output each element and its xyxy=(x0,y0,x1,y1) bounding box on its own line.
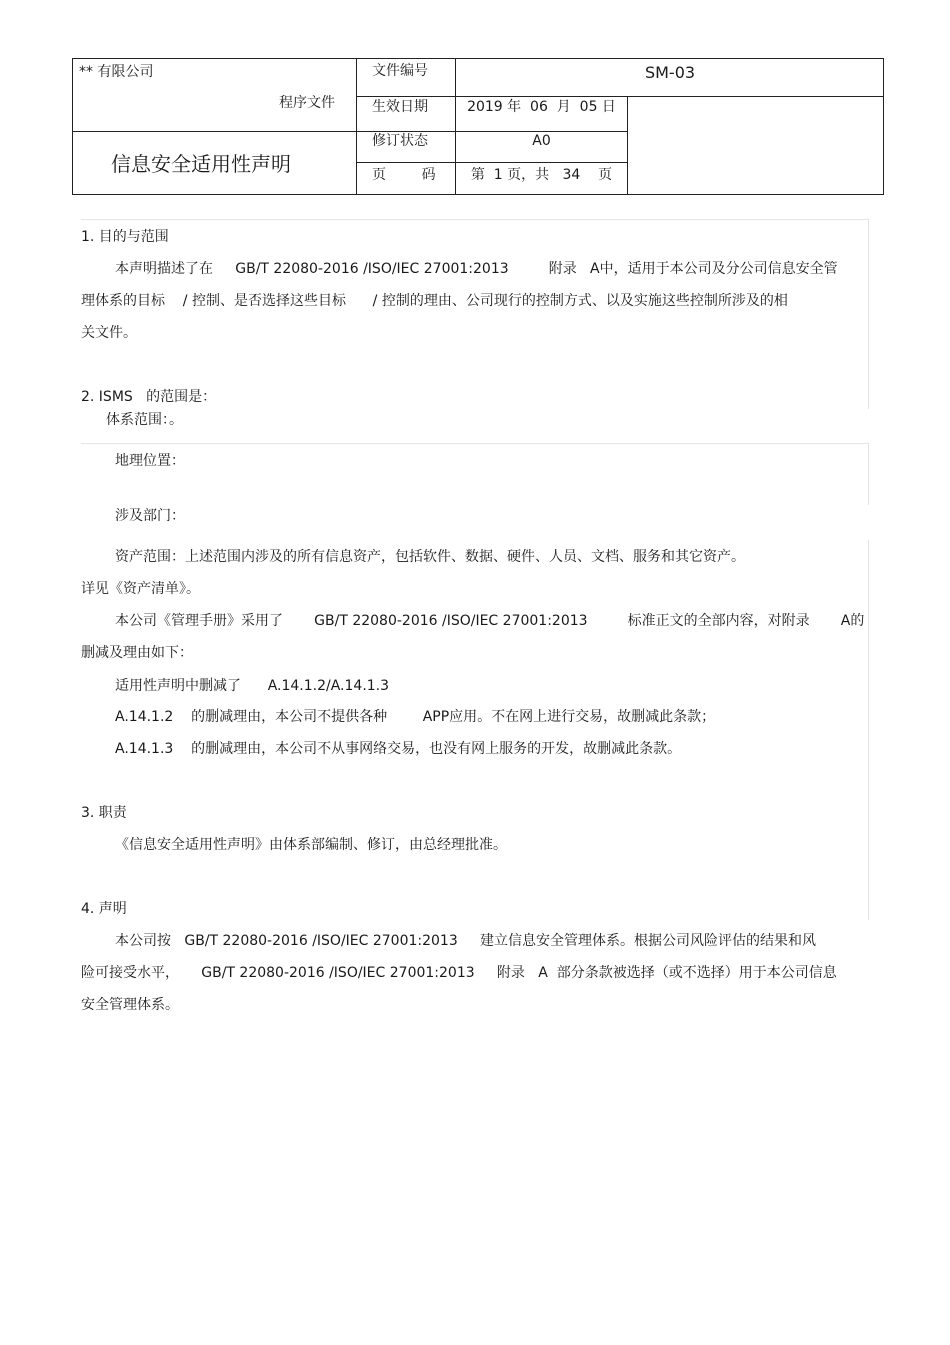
frame-line-right-1 xyxy=(868,219,869,409)
header-divider-h-left xyxy=(73,131,356,132)
frame-line-right-2 xyxy=(868,443,869,505)
exclusion-a-14-1-2: A.14.1.2 的删减理由，本公司不提供各种 APP应用。不在网上进行交易，故删减此条款； xyxy=(115,709,716,725)
header-divider-h3 xyxy=(356,162,627,163)
manual-statement-line-2: 删减及理由如下： xyxy=(81,645,193,661)
doc-no-value: SM-03 xyxy=(644,63,696,82)
exclusion-summary: 适用性声明中删减了 A.14.1.2/A.14.1.3 xyxy=(115,678,390,694)
scope-departments: 涉及部门： xyxy=(115,508,185,524)
revision-value: A0 xyxy=(532,133,551,149)
document-title: 信息安全适用性声明 xyxy=(111,152,291,176)
section-4-heading: 4. 声明 xyxy=(81,901,127,917)
effective-date-label: 生效日期 xyxy=(372,99,428,115)
section-3-heading: 3. 职责 xyxy=(81,805,127,821)
header-divider-h1 xyxy=(356,96,884,97)
effective-date-value: 2019 年 06 月 05 日 xyxy=(467,99,616,115)
section-4-paragraph-line-2: 险可接受水平， GB/T 22080-2016 /ISO/IEC 27001:2013 附录 A 部分条款被选择（或不选择）用于本公司信息 xyxy=(81,965,837,981)
manual-statement-line-1: 本公司《管理手册》采用了 GB/T 22080-2016 /ISO/IEC 27001:2013 标准正文的全部内容，对附录 A的 xyxy=(115,613,865,629)
revision-label: 修订状态 xyxy=(372,133,428,149)
section-2-heading: 2. ISMS 的范围是： xyxy=(81,389,217,405)
scope-geography: 地理位置： xyxy=(115,453,185,469)
scope-assets-line-2: 详见《资产清单》。 xyxy=(81,581,200,597)
header-divider-h2 xyxy=(356,131,627,132)
section-3-paragraph: 《信息安全适用性声明》由体系部编制、修订，由总经理批准。 xyxy=(115,837,507,853)
scope-system: 体系范围：。 xyxy=(106,412,183,428)
frame-line-mid xyxy=(81,443,869,444)
section-1-paragraph-line-1: 本声明描述了在 GB/T 22080-2016 /ISO/IEC 27001:2013 附录 A中，适用于本公司及分公司信息安全管 xyxy=(115,261,838,277)
section-1-paragraph-line-2: 理体系的目标 / 控制、是否选择这些目标 / 控制的理由、公司现行的控制方式、以及实施这些控制所涉及的相 xyxy=(81,293,788,309)
section-1-heading: 1. 目的与范围 xyxy=(81,229,169,245)
page-label: 页 码 xyxy=(372,167,436,183)
page-value: 第 1 页，共 34 页 xyxy=(470,167,613,183)
exclusion-a-14-1-3: A.14.1.3 的删减理由，本公司不从事网络交易，也没有网上服务的开发，故删减此条款。 xyxy=(115,741,682,757)
header-divider-v1 xyxy=(356,59,357,195)
header-divider-v3 xyxy=(627,96,628,195)
frame-line-right-3 xyxy=(868,540,869,920)
frame-line-top xyxy=(81,219,869,220)
document-header-table xyxy=(72,58,884,195)
section-4-paragraph-line-1: 本公司按 GB/T 22080-2016 /ISO/IEC 27001:2013 建立信息安全管理体系。根据公司风险评估的结果和风 xyxy=(115,933,816,949)
company-name: ** 有限公司 xyxy=(79,64,154,80)
scope-assets-line-1: 资产范围：上述范围内涉及的所有信息资产，包括软件、数据、硬件、人员、文档、服务和其它资产。 xyxy=(115,549,745,565)
doc-type: 程序文件 xyxy=(279,95,335,111)
section-4-paragraph-line-3: 安全管理体系。 xyxy=(81,997,179,1013)
section-1-paragraph-line-3: 关文件。 xyxy=(81,325,137,341)
doc-no-label: 文件编号 xyxy=(372,63,428,79)
